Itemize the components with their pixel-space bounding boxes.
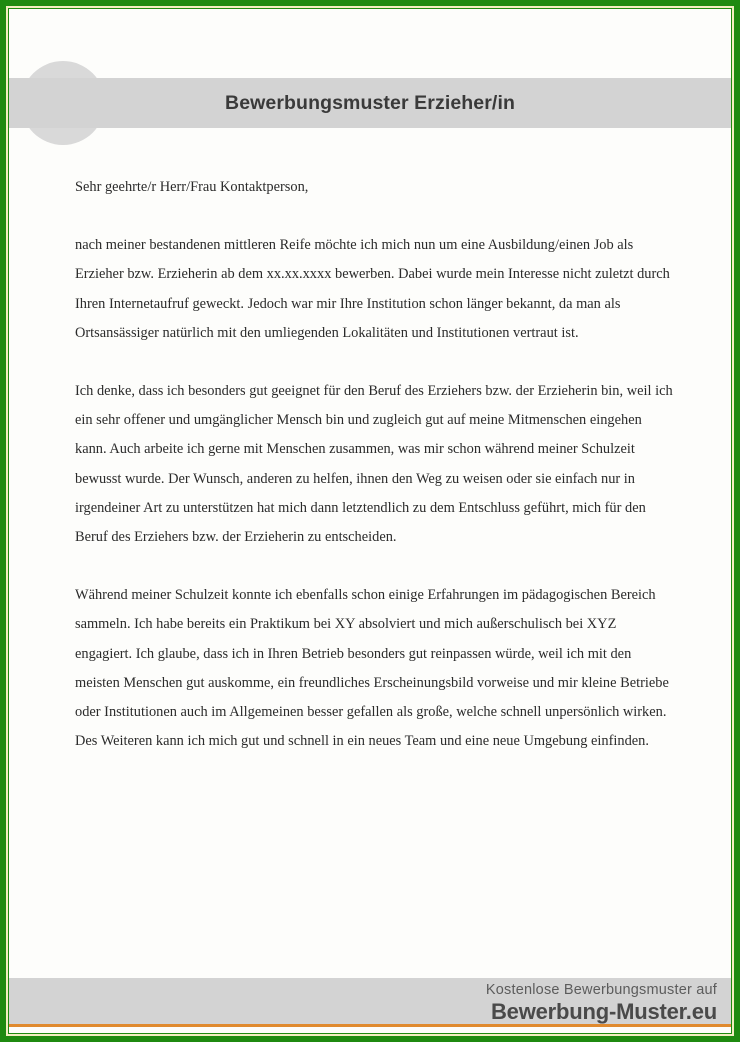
letter-body xyxy=(75,173,675,756)
footer-brand: Bewerbung-Muster.eu xyxy=(490,999,717,1024)
letter-paragraph-3: Während meiner Schulzeit konnte ich ebenfalls schon einige Erfahrungen im pädagogischen Bereich sammeln. Ich habe bereits ein Praktikum bei XY absolviert und mich außerschulisch bei XYZ engagiert. Ich glaube, dass ich in Ihren Betrieb besonders gut reinpassen würde, weil ich mit den meisten Menschen gut auskomme, ein freundliches Erscheinungsbild vorweise und mir kleine Betriebe oder Institutionen auch im Allgemeinen besser gefallen als große, welche schnell unpersönlich wirken. Des Weiteren kann ich mich gut und schnell in ein neues Team und eine neue Umgebung einfinden. xyxy=(75,587,669,750)
letter-paragraph-1: nach meiner bestandenen mittleren Reife möchte ich mich nun um eine Ausbildung/einen Job als Erzieher bzw. Erzieherin ab dem xx.xx.xxxx bewerben. Dabei wurde mein Interesse nicht zuletzt durch Ihren Internetaufruf geweckt. Jedoch war mir Ihre Institution schon länger bekannt, da man als Ortsansässiger natürlich mit den umliegenden Lokalitäten und Institutionen vertraut ist. xyxy=(75,237,670,341)
footer-accent-line xyxy=(9,1024,731,1027)
letter-paragraph-2: Ich denke, dass ich besonders gut geeignet für den Beruf des Erziehers bzw. der Erzieherin bin, weil ich ein sehr offener und umgänglicher Mensch bin und zugleich gut auf meine Mitmenschen eingehen kann. Auch arbeite ich gerne mit Menschen zusammen, was mir schon während meiner Schulzeit bewusst wurde. Der Wunsch, anderen zu helfen, ihnen den Weg zu weisen oder sie einfach nur in irgendeiner Art zu unterstützen hat mich dann letztendlich zu dem Entschluss geführt, mich für den Beruf des Erziehers bzw. der Erzieherin zu entscheiden. xyxy=(75,383,673,546)
letter-salutation: Sehr geehrte/r Herr/Frau Kontaktperson, xyxy=(75,179,309,195)
footer-tagline: Kostenlose Bewerbungsmuster auf xyxy=(485,982,717,998)
page-title: Bewerbungsmuster Erzieher/in xyxy=(225,92,515,114)
document-sheet xyxy=(9,9,731,1033)
footer-banner xyxy=(9,978,731,1024)
footer-branding xyxy=(297,981,717,1025)
